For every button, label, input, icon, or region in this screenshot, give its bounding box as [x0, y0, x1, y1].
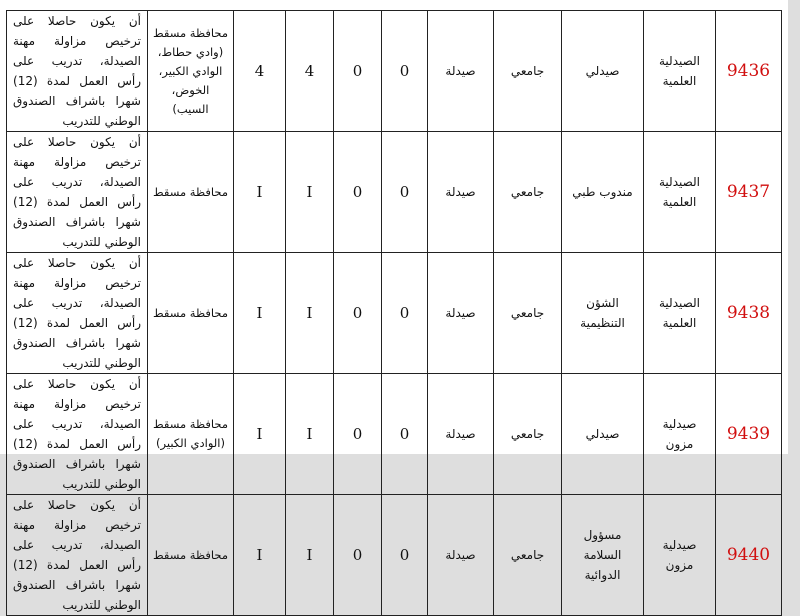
education-level: جامعي [494, 11, 562, 132]
count-3: I [286, 495, 334, 616]
count-4: I [234, 132, 286, 253]
company-name: الصيدلية العلمية [644, 11, 716, 132]
count-4: I [234, 253, 286, 374]
count-1: 0 [382, 495, 428, 616]
specialization: صيدلة [428, 374, 494, 495]
table-row [7, 495, 782, 616]
count-2: 0 [334, 11, 382, 132]
table-body [7, 11, 782, 616]
education-level: جامعي [494, 495, 562, 616]
job-number: 9438 [716, 253, 782, 374]
count-4: I [234, 374, 286, 495]
company-name: الصيدلية العلمية [644, 253, 716, 374]
count-4: I [234, 495, 286, 616]
job-number: 9437 [716, 132, 782, 253]
requirements: أن يكون حاصلا على ترخيص مزاولة مهنة الصيدلة، تدريب على رأس العمل لمدة (12) شهرا باشراف الصندوق الوطني للتدريب [7, 132, 148, 253]
company-name: الصيدلية العلمية [644, 132, 716, 253]
count-3: I [286, 253, 334, 374]
specialization: صيدلة [428, 132, 494, 253]
table-row [7, 374, 782, 495]
job-title: الشؤن التنظيمية [562, 253, 644, 374]
count-4: 4 [234, 11, 286, 132]
count-1: 0 [382, 132, 428, 253]
job-title: مندوب طبي [562, 132, 644, 253]
work-location: محافظة مسقط (الوادي الكبير) [148, 374, 234, 495]
jobs-table [6, 10, 782, 616]
requirements: أن يكون حاصلا على ترخيص مزاولة مهنة الصيدلة، تدريب على رأس العمل لمدة (12) شهرا باشراف الصندوق الوطني للتدريب [7, 253, 148, 374]
count-3: I [286, 132, 334, 253]
table-row [7, 132, 782, 253]
requirements: أن يكون حاصلا على ترخيص مزاولة مهنة الصيدلة، تدريب على رأس العمل لمدة (12) شهرا باشراف الصندوق الوطني للتدريب [7, 495, 148, 616]
requirements: أن يكون حاصلا على ترخيص مزاولة مهنة الصيدلة، تدريب على رأس العمل لمدة (12) شهرا باشراف الصندوق الوطني للتدريب [7, 11, 148, 132]
education-level: جامعي [494, 253, 562, 374]
count-2: 0 [334, 495, 382, 616]
specialization: صيدلة [428, 253, 494, 374]
count-1: 0 [382, 11, 428, 132]
specialization: صيدلة [428, 495, 494, 616]
count-2: 0 [334, 132, 382, 253]
count-1: 0 [382, 253, 428, 374]
count-3: I [286, 374, 334, 495]
job-number: 9439 [716, 374, 782, 495]
job-title: صيدلي [562, 11, 644, 132]
job-title: مسؤول السلامة الدوائية [562, 495, 644, 616]
job-number: 9440 [716, 495, 782, 616]
count-1: 0 [382, 374, 428, 495]
table-row [7, 253, 782, 374]
specialization: صيدلة [428, 11, 494, 132]
work-location: محافظة مسقط [148, 495, 234, 616]
education-level: جامعي [494, 374, 562, 495]
work-location: محافظة مسقط (وادي حطاط، الوادي الكبير، الخوض، السيب) [148, 11, 234, 132]
requirements: أن يكون حاصلا على ترخيص مزاولة مهنة الصيدلة، تدريب على رأس العمل لمدة (12) شهرا باشراف الصندوق الوطني للتدريب [7, 374, 148, 495]
education-level: جامعي [494, 132, 562, 253]
job-title: صيدلي [562, 374, 644, 495]
work-location: محافظة مسقط [148, 253, 234, 374]
company-name: صيدلية مزون [644, 495, 716, 616]
table-row [7, 11, 782, 132]
work-location: محافظة مسقط [148, 132, 234, 253]
count-2: 0 [334, 374, 382, 495]
count-2: 0 [334, 253, 382, 374]
company-name: صيدلية مزون [644, 374, 716, 495]
job-number: 9436 [716, 11, 782, 132]
count-3: 4 [286, 11, 334, 132]
